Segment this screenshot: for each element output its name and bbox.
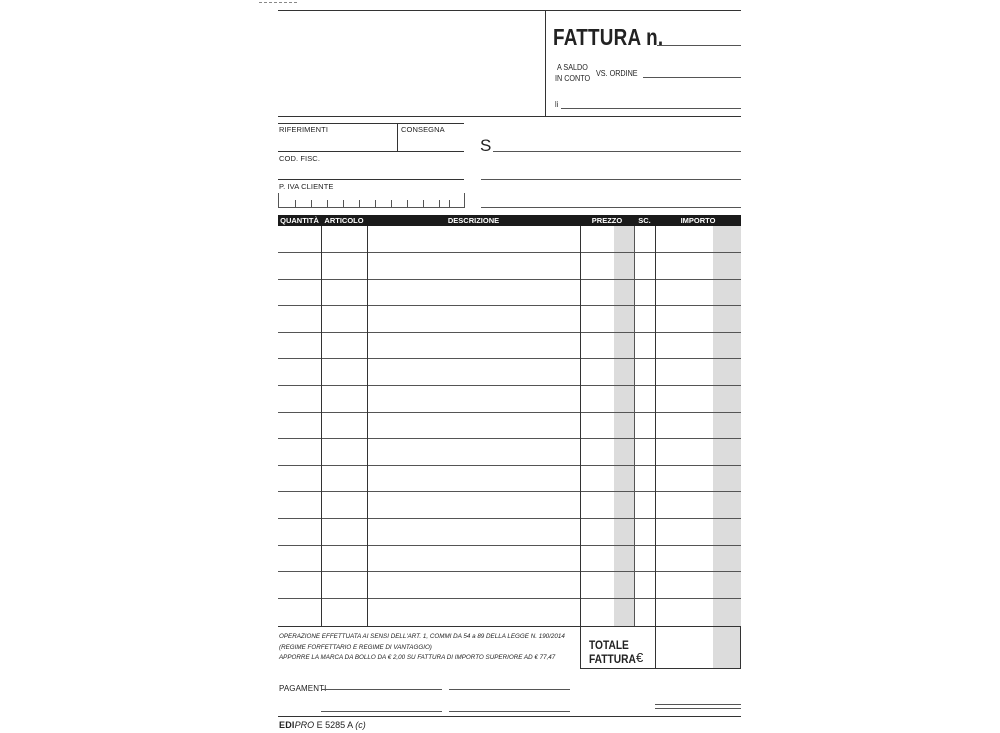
table-row[interactable] bbox=[278, 412, 741, 413]
piva-tick bbox=[423, 200, 424, 207]
column-header-articolo: ARTICOLO bbox=[324, 216, 364, 225]
vs-ordine-label: VS. ORDINE bbox=[596, 69, 638, 78]
column-divider bbox=[580, 226, 581, 668]
piva-tick bbox=[311, 200, 312, 207]
invoice-number-field[interactable] bbox=[657, 45, 741, 46]
form-code: E 5285 A bbox=[316, 720, 353, 730]
header-bottom-line bbox=[278, 116, 741, 117]
signature-line-2[interactable] bbox=[655, 708, 741, 709]
piva-tick bbox=[327, 200, 328, 207]
header-divider bbox=[545, 10, 546, 116]
euro-symbol: € bbox=[636, 650, 644, 665]
column-divider bbox=[321, 226, 322, 626]
table-row[interactable] bbox=[278, 279, 741, 280]
form-bottom-line bbox=[278, 716, 741, 717]
pagamenti-field-1[interactable] bbox=[321, 689, 442, 690]
recipient-line-2[interactable] bbox=[481, 179, 741, 180]
column-divider bbox=[634, 226, 635, 626]
cod-fisc-field[interactable] bbox=[278, 179, 464, 180]
table-row[interactable] bbox=[278, 438, 741, 439]
recipient-line-3[interactable] bbox=[481, 207, 741, 208]
column-divider bbox=[367, 226, 368, 626]
riferimenti-top-line bbox=[278, 123, 464, 124]
column-header-prezzo: PREZZO bbox=[591, 216, 623, 225]
legal-note-line-1: OPERAZIONE EFFETTUATA AI SENSI DELL'ART. 1, COMMI DA 54 a 89 DELLA LEGGE N. 190/2014 bbox=[279, 633, 565, 640]
table-right-border bbox=[740, 626, 741, 668]
form-code-suffix: (c) bbox=[355, 720, 366, 730]
pagamenti-field-2[interactable] bbox=[449, 689, 570, 690]
perforation-mark bbox=[259, 2, 297, 3]
totals-bottom-line bbox=[580, 668, 741, 669]
legal-note-line-3: APPORRE LA MARCA DA BOLLO DA € 2,00 SU FATTURA DI IMPORTO SUPERIORE AD € 77,47 bbox=[279, 654, 556, 661]
column-header-quantita: QUANTITÀ bbox=[280, 216, 319, 225]
table-row[interactable] bbox=[278, 332, 741, 333]
brand-pro: PRO bbox=[294, 720, 315, 730]
consegna-divider bbox=[397, 123, 398, 151]
brand-logo bbox=[279, 720, 366, 730]
invoice-title: FATTURA n. bbox=[553, 24, 664, 50]
li-label: li bbox=[555, 100, 559, 109]
recipient-line-1[interactable] bbox=[493, 151, 741, 152]
a-saldo-label: A SALDO bbox=[557, 63, 588, 72]
table-row[interactable] bbox=[278, 465, 741, 466]
table-row[interactable] bbox=[278, 252, 741, 253]
piva-tick bbox=[391, 200, 392, 207]
header-top-line bbox=[278, 10, 741, 11]
table-row[interactable] bbox=[278, 518, 741, 519]
total-amount-field[interactable] bbox=[656, 627, 713, 668]
table-row[interactable] bbox=[278, 491, 741, 492]
piva-tick bbox=[449, 200, 450, 207]
table-row[interactable] bbox=[278, 545, 741, 546]
piva-tick bbox=[407, 200, 408, 207]
prezzo-decimal-shade bbox=[614, 226, 634, 626]
consegna-label: CONSEGNA bbox=[401, 125, 445, 134]
table-header bbox=[278, 215, 741, 226]
vs-ordine-field[interactable] bbox=[643, 77, 741, 78]
signature-line-1[interactable] bbox=[655, 704, 741, 705]
column-header-importo: IMPORTO bbox=[680, 216, 716, 225]
piva-tick bbox=[295, 200, 296, 207]
table-row[interactable] bbox=[278, 385, 741, 386]
recipient-s-letter: S bbox=[480, 136, 492, 155]
importo-decimal-shade bbox=[713, 226, 741, 668]
legal-note-line-2: (REGIME FORFETTARIO E REGIME DI VANTAGGIO) bbox=[279, 644, 432, 651]
cod-fisc-label: COD. FISC. bbox=[279, 154, 321, 163]
brand-edi: EDI bbox=[279, 720, 295, 730]
column-header-descrizione: DESCRIZIONE bbox=[447, 216, 500, 225]
pagamenti-field-4[interactable] bbox=[449, 711, 570, 712]
riferimenti-label: RIFERIMENTI bbox=[279, 125, 329, 134]
table-row[interactable] bbox=[278, 305, 741, 306]
table-row[interactable] bbox=[278, 598, 741, 599]
piva-tick bbox=[359, 200, 360, 207]
in-conto-label: IN CONTO bbox=[555, 74, 591, 83]
fattura-label: FATTURA bbox=[589, 652, 636, 666]
piva-tick bbox=[343, 200, 344, 207]
piva-tick bbox=[375, 200, 376, 207]
piva-tick bbox=[439, 200, 440, 207]
li-field[interactable] bbox=[561, 108, 741, 109]
pagamenti-label: PAGAMENTI bbox=[279, 684, 327, 693]
totale-label: TOTALE bbox=[589, 638, 629, 652]
column-header-sconto: SC. bbox=[638, 216, 651, 225]
column-divider bbox=[655, 226, 656, 668]
pagamenti-field-3[interactable] bbox=[321, 711, 442, 712]
piva-cliente-label: P. IVA CLIENTE bbox=[279, 182, 334, 191]
table-row[interactable] bbox=[278, 571, 741, 572]
table-row[interactable] bbox=[278, 358, 741, 359]
piva-cliente-field[interactable] bbox=[278, 193, 465, 208]
riferimenti-field[interactable] bbox=[278, 151, 464, 152]
